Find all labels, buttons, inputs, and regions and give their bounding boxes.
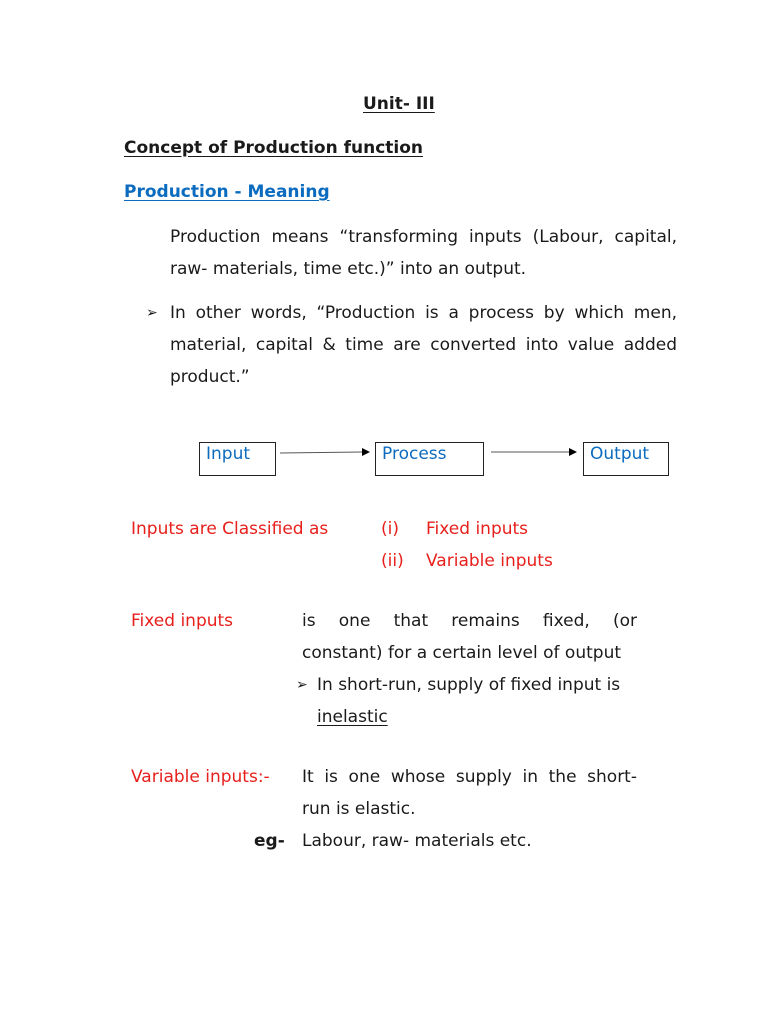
- unit-title: Unit- III: [363, 94, 435, 114]
- arrow-process-to-output-icon: [489, 444, 584, 460]
- eg-label: eg-: [254, 831, 285, 851]
- classification-num-2: (ii): [381, 551, 404, 571]
- input-label: Input: [206, 444, 251, 464]
- output-box: [583, 442, 669, 476]
- process-label: Process: [382, 444, 447, 464]
- classification-label: Inputs are Classified as: [131, 519, 329, 539]
- variable-inputs-label: Variable inputs:-: [131, 767, 270, 787]
- variable-inputs-line-1-text: It is one whose supply in the short-: [302, 767, 637, 787]
- intro-line-1: [170, 227, 677, 247]
- classification-item-1: Fixed inputs: [426, 519, 529, 539]
- classification-num-1: (i): [381, 519, 399, 539]
- fixed-inputs-bullet-line-2: inelastic: [317, 707, 388, 727]
- process-box: [375, 442, 484, 476]
- section-title: Concept of Production function: [124, 138, 424, 158]
- eg-text: Labour, raw- materials etc.: [302, 831, 532, 851]
- input-box: [199, 442, 276, 476]
- quote-line-2-text: material, capital & time are converted into value added: [170, 335, 677, 355]
- classification-item-2: Variable inputs: [426, 551, 553, 571]
- arrow-input-to-process-icon: [278, 444, 376, 460]
- variable-inputs-line-2: run is elastic.: [302, 799, 416, 819]
- intro-line-2: raw- materials, time etc.)” into an output.: [170, 259, 527, 279]
- output-label: Output: [590, 444, 650, 464]
- fixed-inputs-label: Fixed inputs: [131, 611, 234, 631]
- quote-line-1: [170, 303, 677, 323]
- quote-line-3: product.”: [170, 367, 250, 387]
- quote-line-2: [170, 335, 677, 355]
- quote-line-1-text: In other words, “Production is a process by which men,: [170, 303, 677, 323]
- fixed-inputs-line-1-text: is one that remains fixed, (or: [302, 611, 637, 631]
- bullet-arrow-icon: ➢: [296, 677, 308, 693]
- fixed-inputs-line-2: constant) for a certain level of output: [302, 643, 622, 663]
- bullet-arrow-icon: ➢: [146, 305, 158, 321]
- variable-inputs-line-1: [302, 767, 637, 787]
- subsection-title: Production - Meaning: [124, 182, 330, 202]
- fixed-inputs-line-1: [302, 611, 637, 631]
- intro-line-1-text: Production means “transforming inputs (Labour, capital,: [170, 227, 677, 247]
- fixed-inputs-bullet-line-1: In short-run, supply of fixed input is: [317, 675, 621, 695]
